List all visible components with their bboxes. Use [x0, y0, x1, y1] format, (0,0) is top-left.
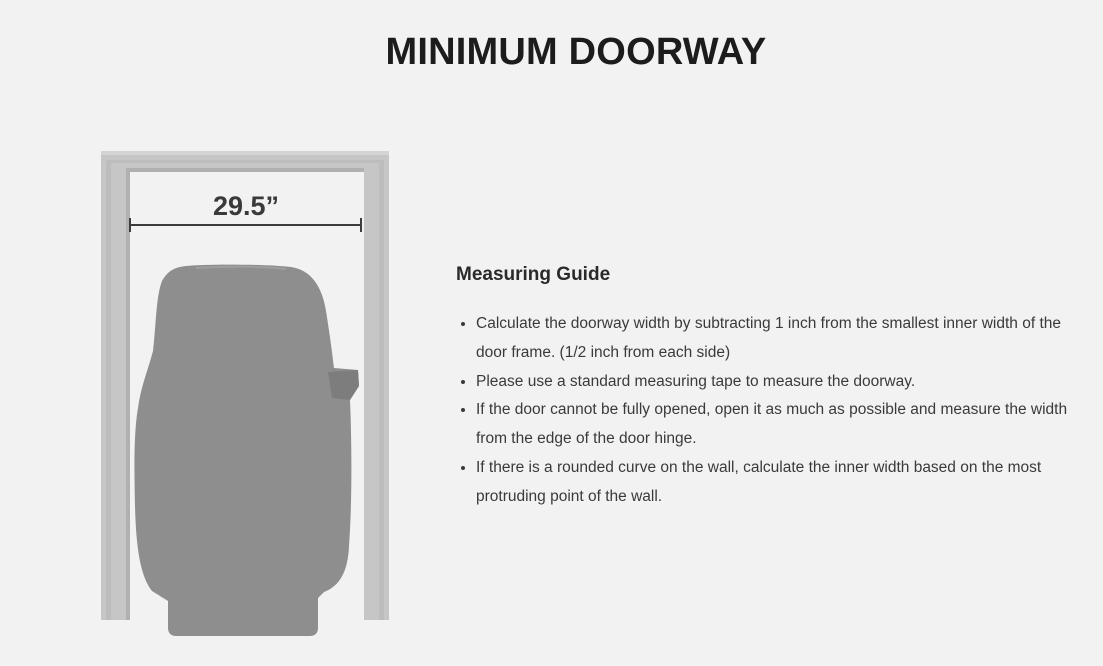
doorway-illustration [96, 146, 396, 646]
page-title: MINIMUM DOORWAY [385, 31, 767, 73]
doorway-width-label: 29.5” [212, 191, 280, 221]
measuring-guide [456, 264, 1076, 512]
guide-item: • If the door cannot be fully opened, open it as much as possible and measure the width from the edge of the door hinge. [476, 396, 1076, 454]
guide-heading: Measuring Guide [456, 264, 611, 285]
massage-chair-icon [134, 265, 359, 636]
guide-item: • Calculate the doorway width by subtracting 1 inch from the smallest inner width of the door frame. (1/2 inch from each side) [476, 310, 1076, 368]
guide-item: • If there is a rounded curve on the wall, calculate the inner width based on the most protruding point of the wall. [476, 454, 1076, 512]
guide-item: • Please use a standard measuring tape to measure the doorway. [476, 368, 1076, 397]
guide-list [456, 310, 1076, 512]
